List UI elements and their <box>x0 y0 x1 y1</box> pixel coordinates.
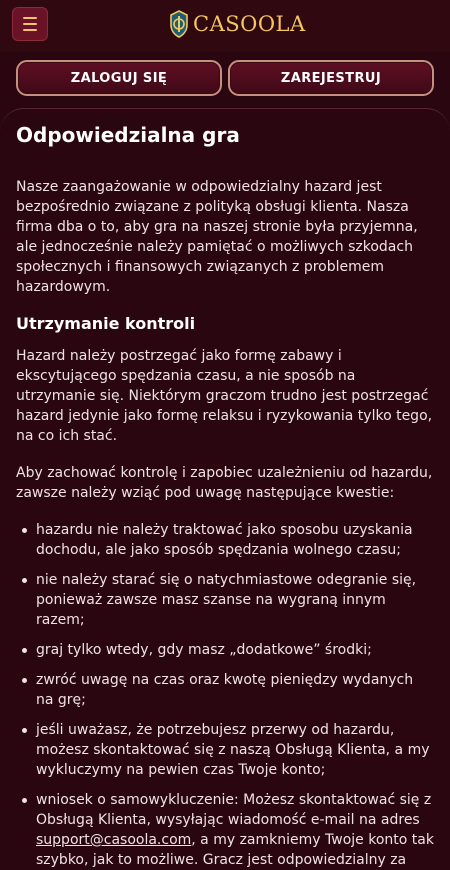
list-item: graj tylko wtedy, gdy masz „dodatkowe” środki; <box>16 640 434 660</box>
list-item: hazardu nie należy traktować jako sposobu uzyskania dochodu, ale jako sposób spędzania wolnego czasu; <box>16 520 434 560</box>
article-content <box>0 108 450 868</box>
list-item: jeśli uważasz, że potrzebujesz przerwy od hazardu, możesz skontaktować się z naszą Obsługą Klienta, a my wykluczymy na pewien czas Twoje konto; <box>16 720 434 780</box>
intro-paragraph: Nasze zaangażowanie w odpowiedzialny hazard jest bezpośrednio związane z polityką obsługi klienta. Nasza firma dba o to, aby gra na naszej stronie była przyjemna, ale jednocześnie należy pamiętać o możliwych szkodach społecznych i finansowych związanych z problemem hazardowym. <box>16 179 418 295</box>
list-item-self-exclusion: wniosek o samowykluczenie: Możesz skontaktować się z Obsługą Klienta, wysyłając wiadomość e-mail na adres support@casoola.com, a my zamkniemy Twoje konto tak szybko, jak to możliwe. Gracz jest odpowiedzialny za <box>16 790 434 870</box>
list-item: nie należy starać się o natychmiastowe odegranie się, ponieważ zawsze masz szanse na wygraną innym razem; <box>16 570 434 630</box>
page-title: Odpowiedzialna gra <box>16 123 240 147</box>
logo-emblem-icon <box>168 10 190 38</box>
logo-text: CASOOLA <box>193 12 306 36</box>
auth-buttons <box>16 60 434 96</box>
menu-button[interactable] <box>12 7 48 41</box>
tips-list <box>16 520 434 870</box>
hamburger-icon <box>23 17 37 19</box>
support-email-link[interactable]: support@casoola.com <box>36 832 192 848</box>
control-paragraph-2: Aby zachować kontrolę i zapobiec uzależnieniu od hazardu, zawsze należy wziąć pod uwagę następujące kwestie: <box>16 465 433 501</box>
casoola-logo[interactable] <box>168 8 306 40</box>
register-button[interactable]: ZAREJESTRUJ <box>228 60 434 96</box>
login-button[interactable]: ZALOGUJ SIĘ <box>16 60 222 96</box>
header <box>0 0 450 52</box>
section-title: Utrzymanie kontroli <box>16 314 196 333</box>
list-item: zwróć uwagę na czas oraz kwotę pieniędzy wydanych na grę; <box>16 670 434 710</box>
control-paragraph-1: Hazard należy postrzegać jako formę zabawy i ekscytującego spędzania czasu, a nie sposób na utrzymanie się. Niektórym graczom trudno jest postrzegać hazard jedynie jako formę relaksu i ryzykowania tylko tego, na co ich stać. <box>16 348 433 444</box>
